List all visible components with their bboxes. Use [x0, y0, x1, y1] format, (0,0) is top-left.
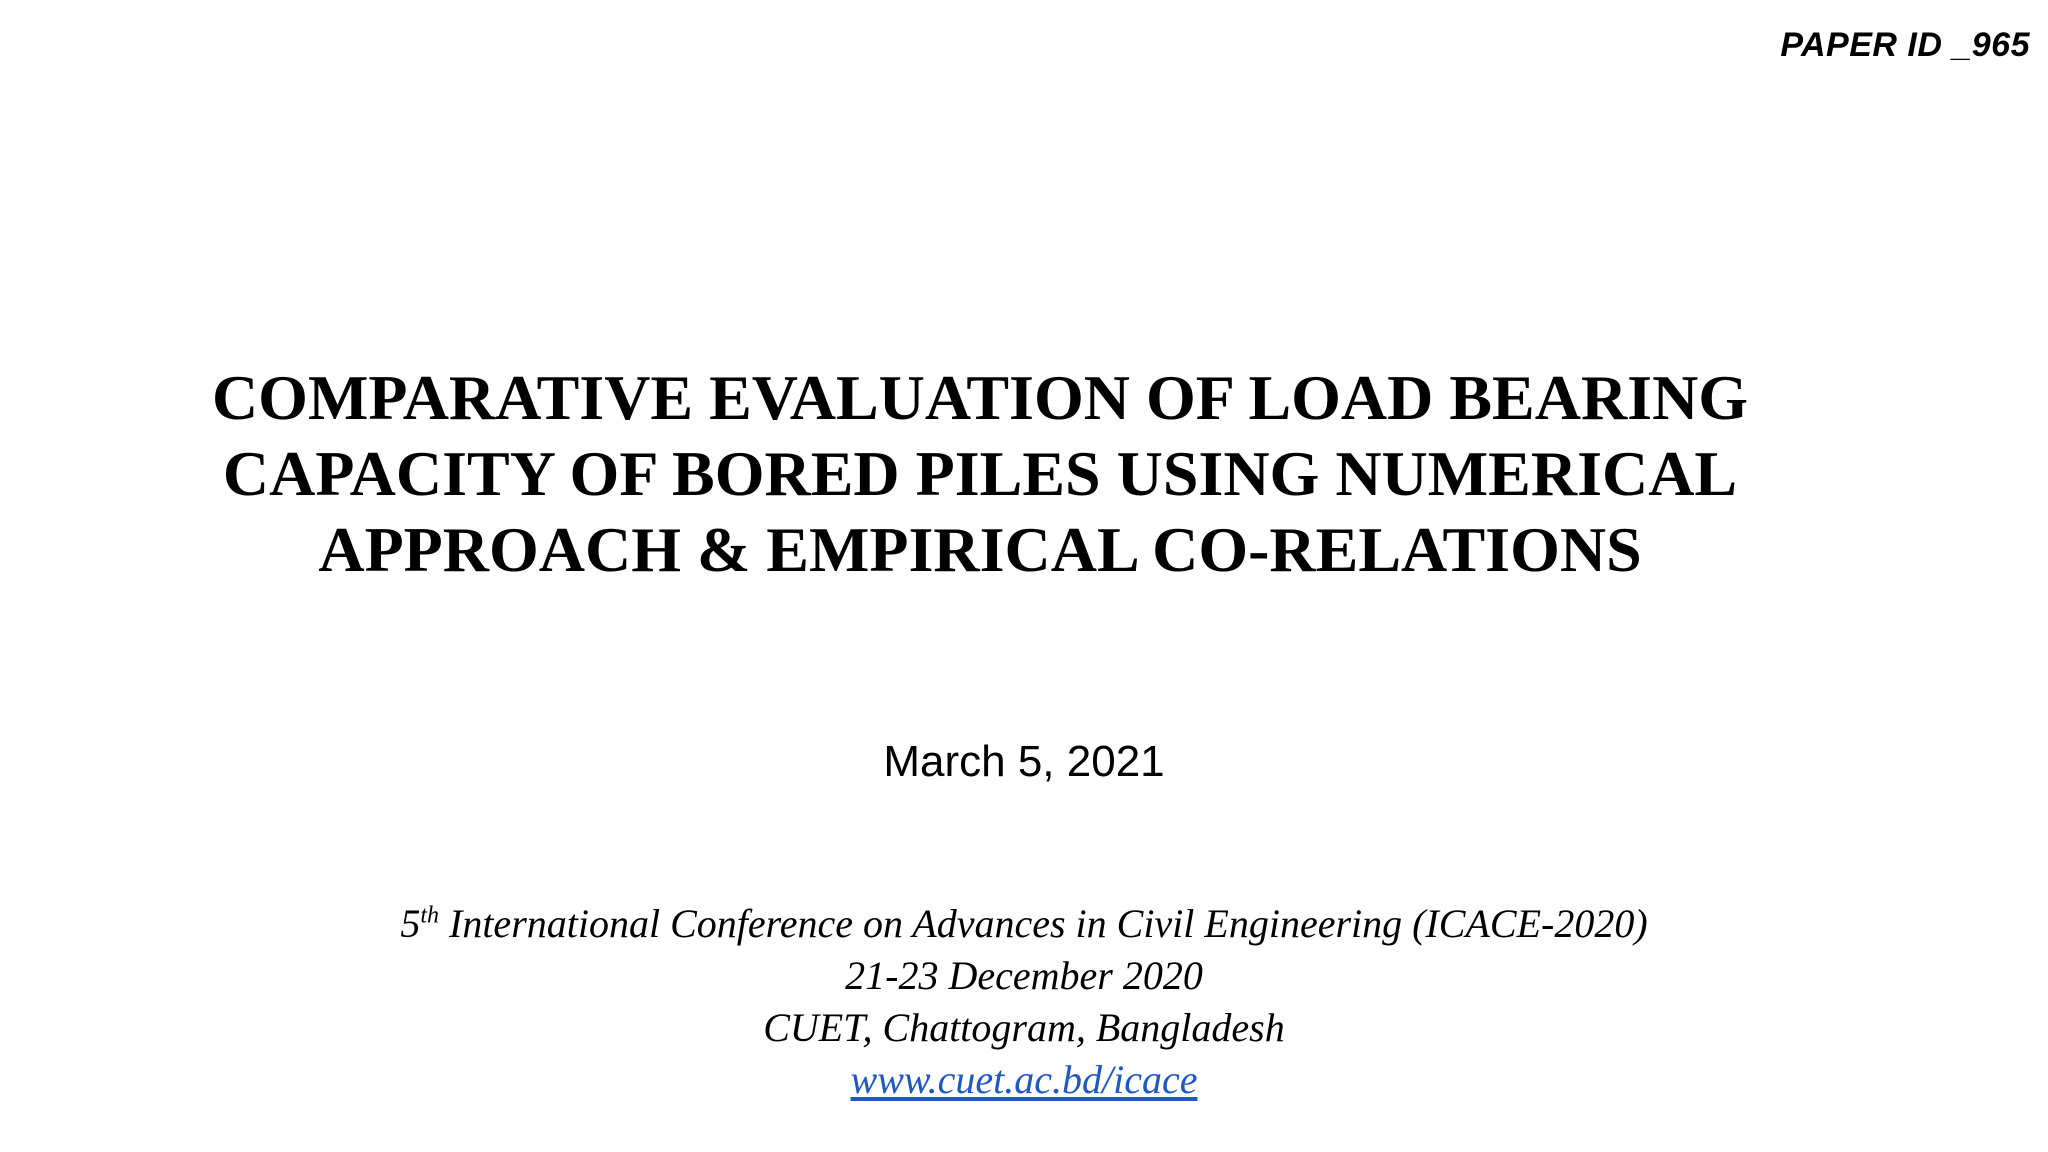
conference-name: International Conference on Advances in Civil Engineering (ICACE-2020)	[439, 901, 1648, 946]
paper-id: PAPER ID _965	[1780, 26, 2030, 64]
conference-info	[124, 898, 1924, 1106]
conference-ordinal-suffix: th	[420, 902, 439, 929]
conference-ordinal-number: 5	[400, 901, 421, 946]
title-line-3: APPROACH & EMPIRICAL CO-RELATIONS	[318, 514, 1642, 585]
conference-website-line	[124, 1054, 1924, 1106]
conference-dates: 21-23 December 2020	[845, 953, 1203, 998]
conference-location: CUET, Chattogram, Bangladesh	[763, 1005, 1285, 1050]
conference-website-link[interactable]: www.cuet.ac.bd/icace	[850, 1057, 1198, 1102]
title-line-2: CAPACITY OF BORED PILES USING NUMERICAL	[222, 438, 1738, 509]
presentation-date: March 5, 2021	[883, 737, 1165, 786]
paper-title	[100, 360, 1860, 588]
title-line-1: COMPARATIVE EVALUATION OF LOAD BEARING	[211, 362, 1749, 433]
conference-name-line	[124, 898, 1924, 950]
